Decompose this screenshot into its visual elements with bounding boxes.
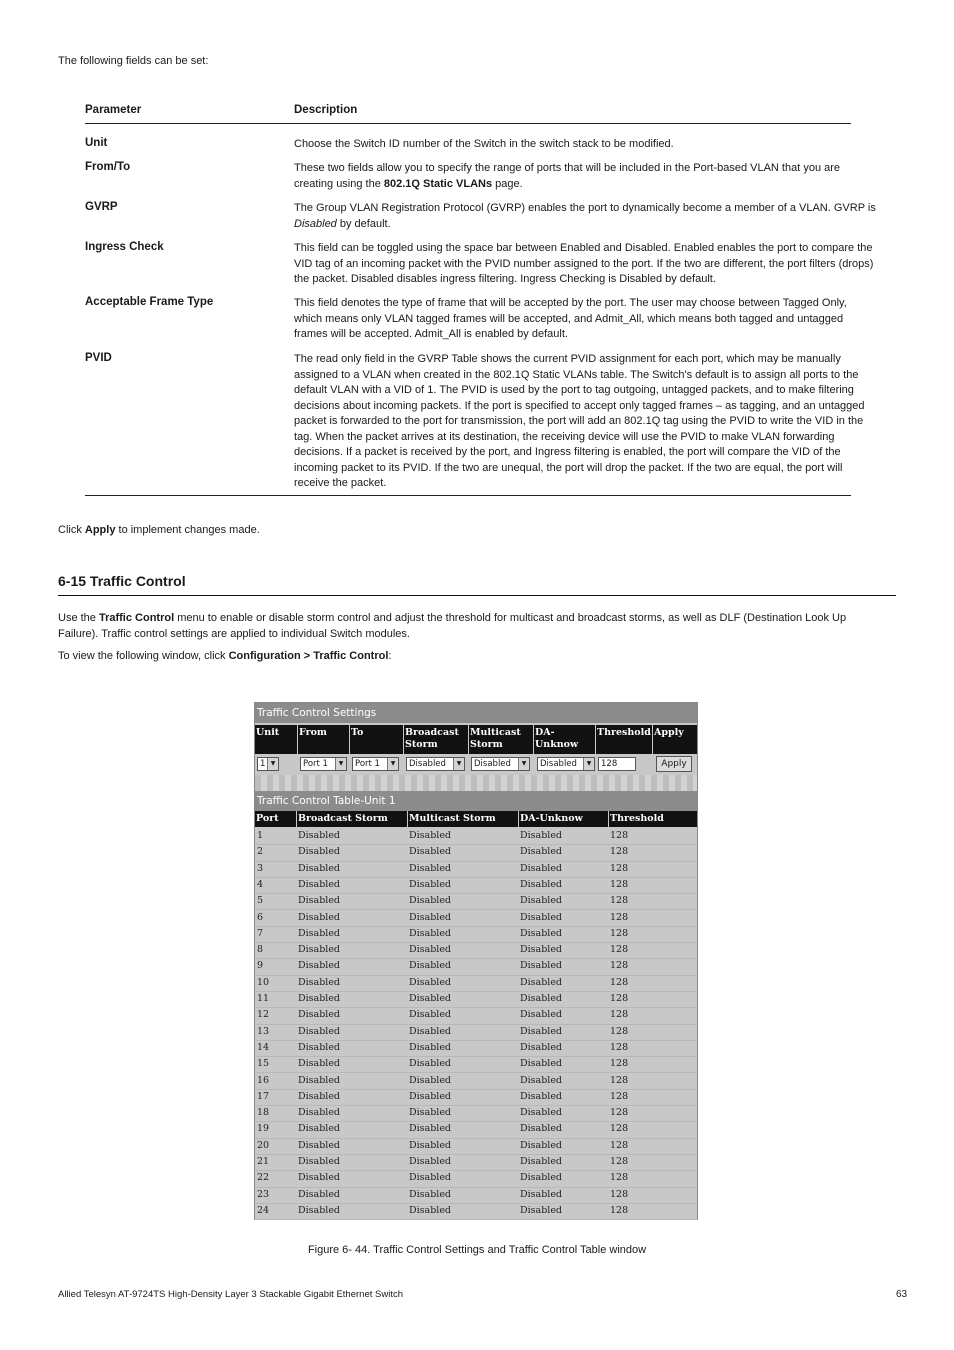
cell-multicast-storm: Disabled — [409, 944, 452, 956]
cell-broadcast-storm: Disabled — [298, 1058, 341, 1070]
cell-broadcast-storm: Disabled — [298, 1025, 341, 1037]
cell-port: 11 — [257, 993, 270, 1004]
cell-multicast-storm: Disabled — [409, 1025, 452, 1037]
parameter-table — [85, 103, 876, 489]
cell-threshold: 128 — [610, 1188, 629, 1200]
cell-broadcast-storm: Disabled — [298, 830, 341, 841]
cell-port: 2 — [257, 846, 264, 858]
cell-threshold: 128 — [610, 993, 629, 1004]
chevron-down-icon: ▼ — [453, 758, 464, 770]
cell-threshold: 128 — [610, 1025, 629, 1037]
to-select[interactable]: Port 1 ▼ — [352, 757, 399, 771]
cell-broadcast-storm: Disabled — [298, 1123, 341, 1135]
cell-broadcast-storm: Disabled — [298, 862, 341, 874]
table-row — [255, 1056, 697, 1073]
broadcast-storm-select[interactable]: Disabled ▼ — [406, 757, 465, 771]
cell-threshold: 128 — [610, 927, 629, 939]
table-row — [255, 1040, 697, 1057]
param-desc: These two fields allow you to specify the range of ports that will be included in the Port-based VLAN that you are creating using the 802.1Q Static VLANs page. — [294, 162, 841, 190]
cell-threshold: 128 — [610, 1009, 629, 1021]
cell-threshold: 128 — [610, 960, 629, 972]
settings-header-da-unknow: DA-Unknow — [534, 725, 596, 754]
parameter-table-header — [85, 103, 851, 124]
table-row — [255, 1073, 697, 1090]
cell-threshold: 128 — [610, 1041, 629, 1053]
cell-port: 22 — [257, 1172, 270, 1184]
cell-threshold: 128 — [610, 1204, 629, 1216]
table-row — [255, 926, 697, 943]
cell-da-unknow: Disabled — [520, 1156, 563, 1167]
table-row — [255, 861, 697, 878]
param-desc: This field denotes the type of frame that will be accepted by the port. The user may choose between Tagged Only, which means only VLAN tagged frames will be accepted, and Admit_All, which means both tagged and untagged frames will be accepted. Admit_All is enabled by default. — [294, 297, 847, 340]
cell-da-unknow: Disabled — [520, 1107, 563, 1119]
table-row — [255, 975, 697, 992]
cell-threshold: 128 — [610, 1172, 629, 1184]
section-rule — [58, 595, 896, 596]
cell-multicast-storm: Disabled — [409, 1139, 452, 1151]
cell-broadcast-storm: Disabled — [298, 1041, 341, 1053]
cell-port: 17 — [257, 1090, 270, 1102]
cell-broadcast-storm: Disabled — [298, 1156, 341, 1167]
param-name: Acceptable Frame Type — [85, 296, 214, 308]
multicast-storm-select[interactable]: Disabled ▼ — [471, 757, 530, 771]
cell-multicast-storm: Disabled — [409, 927, 452, 939]
param-desc: This field can be toggled using the space bar between Enabled and Disabled. Enabled enables the port to compare the VID tag of an incoming packet with the PVID number assigned to the port. If the two are different, the port filters (drops) the packet. Disabled disables ingress filtering. Ingress Checking is Disabled by default. — [294, 242, 874, 285]
cell-threshold: 128 — [610, 1074, 629, 1086]
table-header-row — [255, 811, 697, 827]
table-row — [255, 1203, 697, 1220]
table-header-threshold: Threshold — [610, 813, 664, 824]
table-row — [255, 893, 697, 910]
cell-port: 5 — [257, 895, 264, 907]
cell-threshold: 128 — [610, 862, 629, 874]
table-row — [255, 1105, 697, 1122]
paragraph-view-window: To view the following window, click Configuration > Traffic Control: — [58, 650, 392, 662]
table-row — [255, 1138, 697, 1155]
cell-da-unknow: Disabled — [520, 895, 563, 907]
table-title: Traffic Control Table-Unit 1 — [255, 791, 697, 811]
cell-port: 6 — [257, 911, 264, 923]
click-apply-text: Click Apply to implement changes made. — [58, 524, 260, 536]
cell-da-unknow: Disabled — [520, 1123, 563, 1135]
param-name: PVID — [85, 352, 112, 364]
cell-port: 23 — [257, 1188, 270, 1200]
cell-broadcast-storm: Disabled — [298, 846, 341, 858]
table-row — [255, 828, 697, 845]
cell-multicast-storm: Disabled — [409, 993, 452, 1004]
table-row — [255, 958, 697, 975]
cell-da-unknow: Disabled — [520, 1172, 563, 1184]
cell-multicast-storm: Disabled — [409, 1058, 452, 1070]
cell-port: 15 — [257, 1058, 270, 1070]
cell-da-unknow: Disabled — [520, 976, 563, 988]
cell-port: 7 — [257, 927, 264, 939]
unit-select[interactable]: 1 ▼ — [257, 757, 279, 771]
cell-multicast-storm: Disabled — [409, 1074, 452, 1086]
table-row — [255, 991, 697, 1008]
cell-port: 1 — [257, 830, 264, 841]
figure-caption: Figure 6- 44. Traffic Control Settings and Traffic Control Table window — [307, 1244, 647, 1256]
cell-threshold: 128 — [610, 911, 629, 923]
settings-header-from: From — [298, 725, 350, 754]
table-row — [255, 910, 697, 927]
cell-threshold: 128 — [610, 830, 629, 841]
cell-threshold: 128 — [610, 1107, 629, 1119]
cell-da-unknow: Disabled — [520, 830, 563, 841]
cell-da-unknow: Disabled — [520, 927, 563, 939]
cell-da-unknow: Disabled — [520, 878, 563, 890]
cell-multicast-storm: Disabled — [409, 1090, 452, 1102]
cell-multicast-storm: Disabled — [409, 1123, 452, 1135]
table-header-port: Port — [255, 811, 297, 827]
apply-button[interactable]: Apply — [656, 756, 692, 772]
page-number: 63 — [896, 1289, 908, 1300]
cell-da-unknow: Disabled — [520, 846, 563, 858]
threshold-input[interactable]: 128 — [598, 757, 636, 771]
table-row — [255, 1121, 697, 1138]
param-desc: The read only field in the GVRP Table shows the current PVID assignment for each port, which may be manually assigned to a VLAN when created in the 802.1Q Static VLANs table. The Switch's default is to assign all ports to the default VLAN with a VID of 1. The PVID is used by the port to tag outgoing, untagged packets, and to make filtering decisions about incoming packets. If the port is specified to accept only tagged frames – as tagging, and an untagged packet is forwarded to the port for transmission, the port will add an 802.1Q tag using the PVID to write the VID in the tag. When the packet arrives at its destination, the receiving device will use the PVID to make VLAN forwarding decisions. If a packet is received by the port, and Ingress filtering is enabled, the port will compare the VID of the incoming packet to its PVID. If the two are unequal, the port will drop the packet. If the two are equal, the port will receive the packet. — [294, 353, 865, 489]
table-row — [255, 1089, 697, 1106]
cell-port: 16 — [257, 1074, 270, 1086]
cell-threshold: 128 — [610, 878, 629, 890]
cell-multicast-storm: Disabled — [409, 1041, 452, 1053]
param-name: Unit — [85, 137, 108, 149]
cell-multicast-storm: Disabled — [409, 878, 452, 890]
table-header-da-unknow: DA-Unknow — [519, 811, 609, 827]
cell-da-unknow: Disabled — [520, 1009, 563, 1021]
param-desc: Choose the Switch ID number of the Switch in the switch stack to be modified. — [294, 138, 674, 150]
table-row — [255, 877, 697, 894]
cell-multicast-storm: Disabled — [409, 1156, 452, 1167]
settings-header-unit: Unit — [255, 725, 298, 754]
cell-broadcast-storm: Disabled — [298, 960, 341, 972]
cell-da-unknow: Disabled — [520, 944, 563, 956]
cell-port: 18 — [257, 1107, 270, 1119]
cell-threshold: 128 — [610, 1139, 629, 1151]
cell-port: 9 — [257, 960, 264, 972]
settings-header-to: To — [350, 725, 404, 754]
cell-broadcast-storm: Disabled — [298, 1139, 341, 1151]
settings-header-threshold: Threshold — [596, 725, 653, 754]
cell-multicast-storm: Disabled — [409, 1188, 452, 1200]
table-row — [255, 1187, 697, 1204]
cell-multicast-storm: Disabled — [409, 1107, 452, 1119]
cell-port: 14 — [257, 1041, 270, 1053]
cell-broadcast-storm: Disabled — [298, 1204, 341, 1216]
cell-multicast-storm: Disabled — [409, 846, 452, 858]
from-select[interactable]: Port 1 ▼ — [300, 757, 347, 771]
cell-port: 10 — [257, 976, 270, 988]
traffic-control-window — [254, 702, 698, 1220]
section-title: 6-15 Traffic Control — [58, 573, 186, 589]
cell-broadcast-storm: Disabled — [298, 1107, 341, 1119]
table-row — [255, 1170, 697, 1187]
chevron-down-icon: ▼ — [387, 758, 398, 770]
param-name: GVRP — [85, 201, 118, 213]
cell-da-unknow: Disabled — [520, 993, 563, 1004]
cell-da-unknow: Disabled — [520, 960, 563, 972]
cell-da-unknow: Disabled — [520, 1025, 563, 1037]
chevron-down-icon: ▼ — [583, 758, 594, 770]
cell-multicast-storm: Disabled — [409, 960, 452, 972]
cell-broadcast-storm: Disabled — [298, 911, 341, 923]
cell-da-unknow: Disabled — [520, 1058, 563, 1070]
cell-broadcast-storm: Disabled — [298, 944, 341, 956]
table-row — [255, 1007, 697, 1024]
table-row — [255, 1024, 697, 1041]
cell-port: 4 — [257, 878, 264, 890]
table-row — [255, 844, 697, 861]
chevron-down-icon: ▼ — [518, 758, 529, 770]
cell-multicast-storm: Disabled — [409, 895, 452, 907]
cell-broadcast-storm: Disabled — [298, 1188, 341, 1200]
cell-threshold: 128 — [610, 846, 629, 858]
cell-multicast-storm: Disabled — [409, 1204, 452, 1216]
cell-broadcast-storm: Disabled — [298, 878, 341, 890]
cell-multicast-storm: Disabled — [409, 830, 452, 841]
table-header-broadcast: Broadcast Storm — [297, 811, 408, 827]
cell-port: 20 — [257, 1139, 270, 1151]
cell-threshold: 128 — [610, 1156, 629, 1167]
cell-da-unknow: Disabled — [520, 1188, 563, 1200]
settings-header-row — [255, 725, 697, 754]
cell-broadcast-storm: Disabled — [298, 976, 341, 988]
cell-da-unknow: Disabled — [520, 1139, 563, 1151]
cell-threshold: 128 — [610, 944, 629, 956]
cell-port: 3 — [257, 862, 264, 874]
cell-port: 21 — [257, 1156, 270, 1167]
cell-multicast-storm: Disabled — [409, 911, 452, 923]
cell-da-unknow: Disabled — [520, 1074, 563, 1086]
cell-threshold: 128 — [610, 976, 629, 988]
settings-header-broadcast: Broadcast Storm — [404, 725, 469, 754]
cell-multicast-storm: Disabled — [409, 1009, 452, 1021]
table-row — [255, 1154, 697, 1171]
cell-broadcast-storm: Disabled — [298, 993, 341, 1004]
param-name: From/To — [85, 161, 131, 173]
settings-header-multicast: Multicast Storm — [469, 725, 534, 754]
chevron-down-icon: ▼ — [267, 758, 278, 770]
cell-multicast-storm: Disabled — [409, 862, 452, 874]
paragraph-traffic-control: Use the Traffic Control menu to enable or disable storm control and adjust the threshold for multicast and broadcast storms, as well as DLF (Destination Look Up Failure). Traffic control settings are applied to individual Switch modules. — [58, 612, 847, 640]
chevron-down-icon: ▼ — [335, 758, 346, 770]
cell-port: 24 — [257, 1204, 270, 1216]
cell-da-unknow: Disabled — [520, 1090, 563, 1102]
intro-text: The following fields can be set: — [58, 55, 209, 67]
cell-broadcast-storm: Disabled — [298, 927, 341, 939]
cell-broadcast-storm: Disabled — [298, 1074, 341, 1086]
cell-port: 12 — [257, 1009, 270, 1021]
cell-da-unknow: Disabled — [520, 911, 563, 923]
col-description: Description — [294, 104, 358, 116]
cell-broadcast-storm: Disabled — [298, 895, 341, 907]
cell-port: 19 — [257, 1123, 270, 1135]
cell-multicast-storm: Disabled — [409, 976, 452, 988]
table-bottom-rule — [85, 495, 851, 496]
footer-product: Allied Telesyn AT-9724TS High-Density Layer 3 Stackable Gigabit Ethernet Switch — [58, 1289, 403, 1300]
cell-broadcast-storm: Disabled — [298, 1009, 341, 1021]
cell-multicast-storm: Disabled — [409, 1172, 452, 1184]
cell-broadcast-storm: Disabled — [298, 1172, 341, 1184]
cell-da-unknow: Disabled — [520, 1041, 563, 1053]
settings-title: Traffic Control Settings — [255, 703, 697, 723]
table-header-multicast: Multicast Storm — [408, 811, 519, 827]
table-row — [255, 942, 697, 959]
cell-threshold: 128 — [610, 895, 629, 907]
cell-threshold: 128 — [610, 1058, 629, 1070]
cell-port: 13 — [257, 1025, 270, 1037]
cell-port: 8 — [257, 944, 264, 956]
cell-threshold: 128 — [610, 1123, 629, 1135]
param-name: Ingress Check — [85, 241, 164, 253]
col-parameter: Parameter — [85, 104, 142, 116]
settings-header-apply: Apply — [654, 727, 684, 738]
param-desc: The Group VLAN Registration Protocol (GVRP) enables the port to dynamically become a member of a VLAN. GVRP is Disabled by default. — [294, 202, 876, 230]
cell-broadcast-storm: Disabled — [298, 1090, 341, 1102]
cell-da-unknow: Disabled — [520, 1204, 563, 1216]
cell-da-unknow: Disabled — [520, 862, 563, 874]
da-unknow-select[interactable]: Disabled ▼ — [537, 757, 595, 771]
cell-threshold: 128 — [610, 1090, 629, 1102]
